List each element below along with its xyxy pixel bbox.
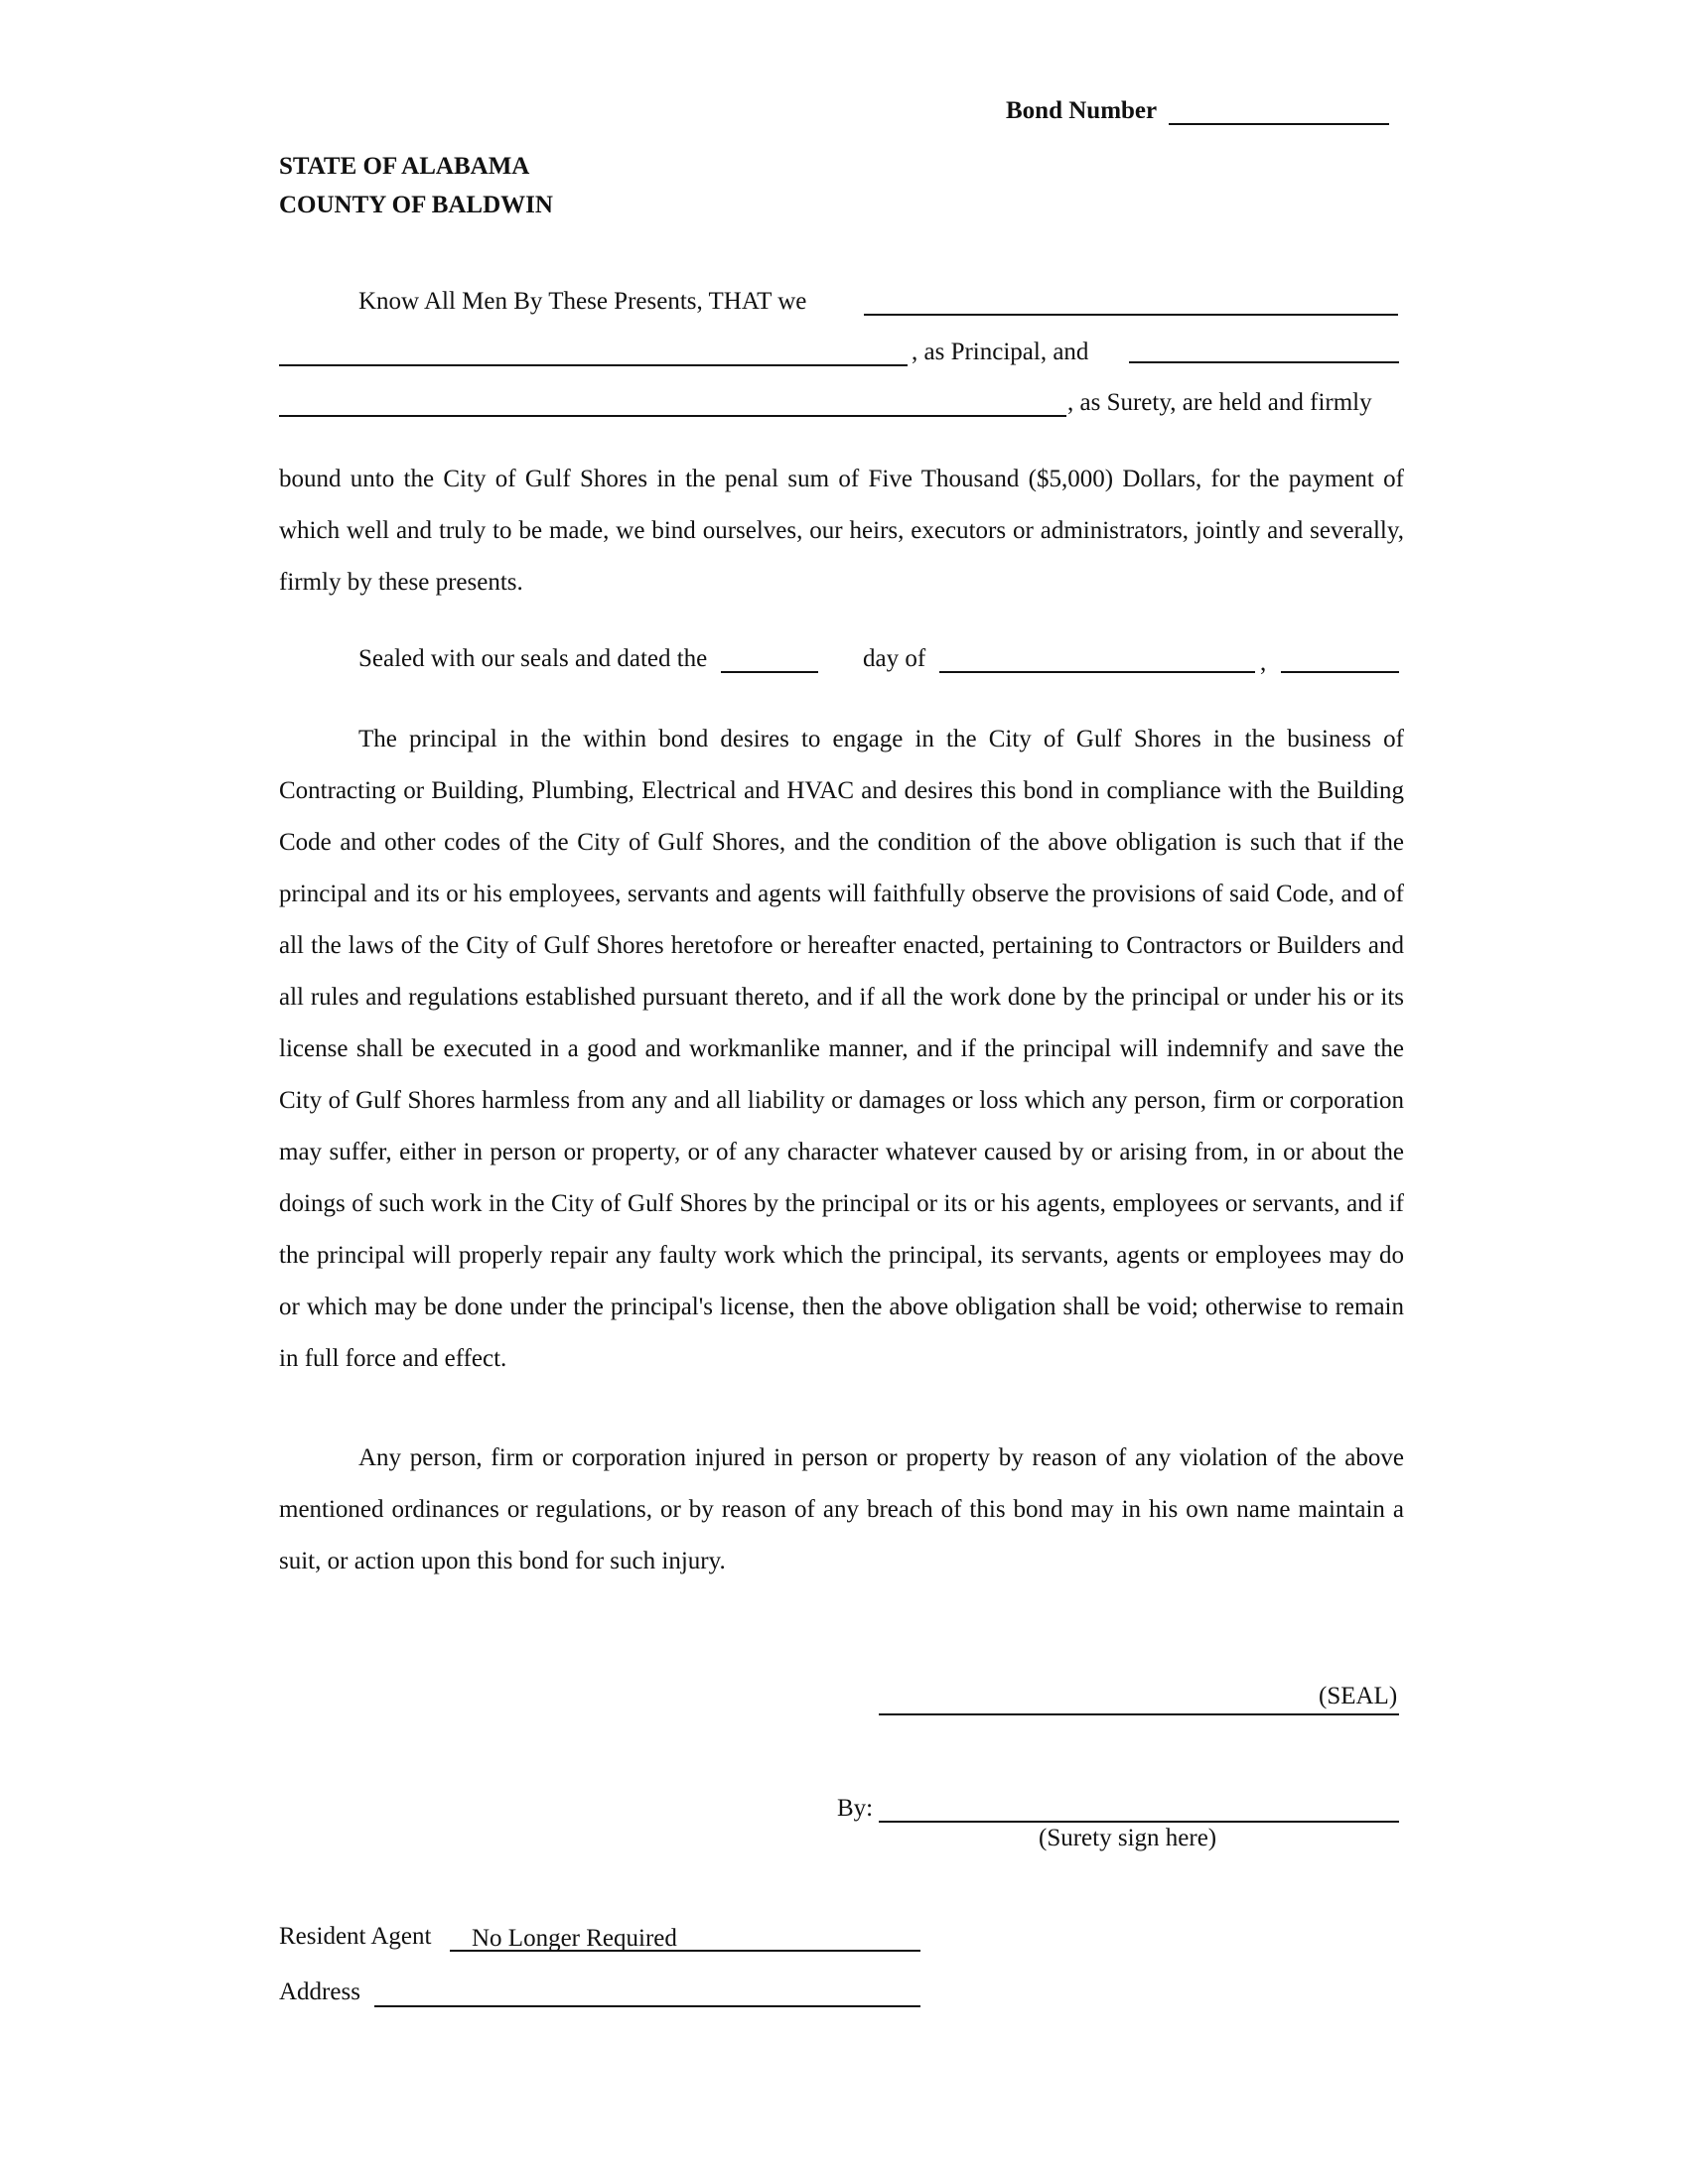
state-heading: STATE OF ALABAMA [279,153,530,180]
address-field[interactable] [374,2005,920,2007]
injury-paragraph: Any person, firm or corporation injured in person or property by reason of any violation of the above mentioned ordinances or regulations, or by reason of any breach of this bond may in his own name maintain a suit, or action upon this bond for such injury. [279,1444,1404,1574]
address-label: Address [279,1979,360,2005]
as-principal-text: , as Principal, and [912,339,1089,365]
seal-label: (SEAL) [1319,1683,1398,1709]
county-heading: COUNTY OF BALDWIN [279,192,553,218]
resident-agent-label: Resident Agent [279,1923,432,1950]
principal-name-field-2[interactable] [279,364,908,366]
know-all-men-text: Know All Men By These Presents, THAT we [358,288,807,315]
surety-name-field-1[interactable] [1129,361,1399,363]
bond-number-label: Bond Number [1006,97,1158,124]
bond-number-field[interactable] [1169,123,1389,125]
surety-signature-field[interactable] [879,1821,1399,1823]
year-field[interactable] [1281,671,1399,673]
surety-name-field-2[interactable] [279,415,1066,417]
sealed-text: Sealed with our seals and dated the [358,645,708,672]
as-surety-text: , as Surety, are held and firmly [1067,389,1372,416]
principal-name-field-1[interactable] [864,314,1398,316]
by-label: By: [837,1795,874,1822]
surety-sign-here-caption: (Surety sign here) [1039,1825,1217,1851]
day-of-text: day of [863,645,926,672]
month-field[interactable] [939,671,1255,673]
date-comma: , [1260,649,1267,676]
day-field[interactable] [721,671,818,673]
resident-agent-value: No Longer Required [472,1925,677,1952]
conditions-paragraph: The principal in the within bond desires to engage in the City of Gulf Shores in the business of Contracting or Building, Plumbing, Electrical and HVAC and desires this bond in compliance with the Building Code and other codes of the City of Gulf Shores, and the condition of the above obligation is such that if the principal and its or his employees, servants and agents will faithfully observe the provisions of said Code, and of all the laws of the City of Gulf Shores heretofore or hereafter enacted, pertaining to Contractors or Builders and all rules and regulations established pursuant thereto, and if all the work done by the principal or under his or its license shall be executed in a good and workmanlike manner, and if the principal will indemnify and save the City of Gulf Shores harmless from any and all liability or damages or loss which any person, firm or corporation may suffer, either in person or property, or of any character whatever caused by or arising from, in or about the doings of such work in the City of Gulf Shores by the principal or its or his agents, employees or servants, and if the principal will properly repair any faulty work which the principal, its servants, agents or employees may do or which may be done under the principal's license, then the above obligation shall be void; otherwise to remain in full force and effect. [279,726,1404,1372]
bound-paragraph: bound unto the City of Gulf Shores in the penal sum of Five Thousand ($5,000) Dollars, for the payment of which well and truly to be made, we bind ourselves, our heirs, executors or administrators, jointly and severally, firmly by these presents. [279,466,1404,596]
principal-signature-field[interactable] [879,1713,1399,1715]
